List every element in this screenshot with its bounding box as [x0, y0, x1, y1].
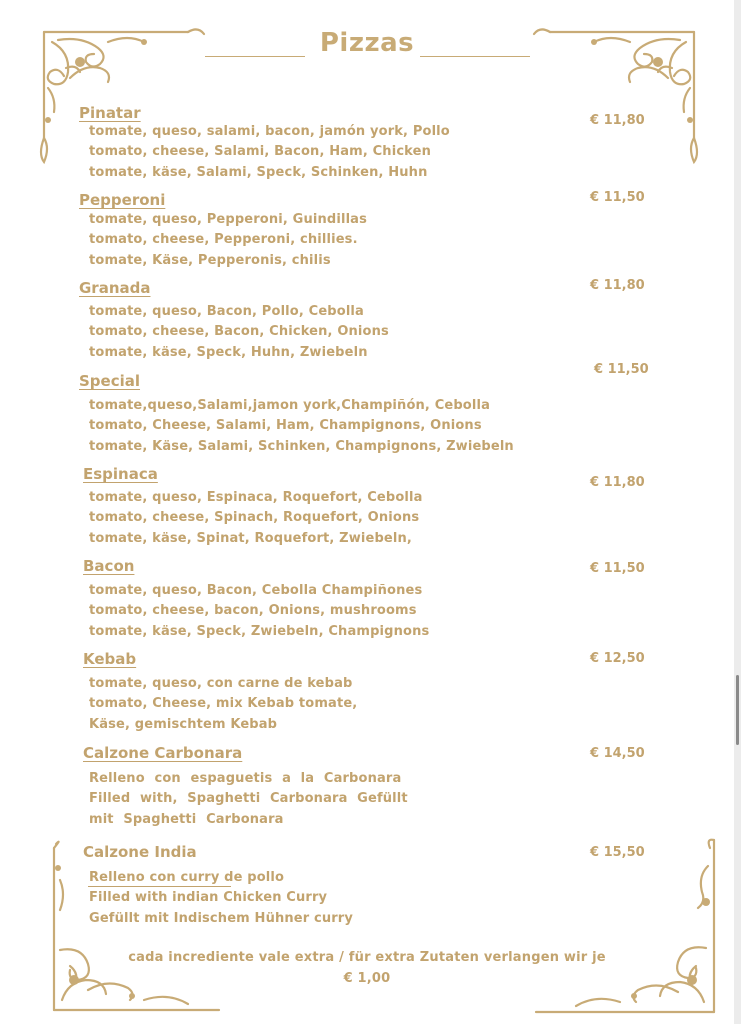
item-price: € 11,80 — [590, 278, 645, 293]
item-description — [89, 122, 450, 183]
desc-line-en: tomato, cheese, Salami, Bacon, Ham, Chicken — [89, 144, 431, 160]
item-name: Calzone Carbonara — [83, 744, 243, 762]
desc-line-en: tomato, cheese, Spinach, Roquefort, Onions — [89, 510, 420, 526]
item-price: € 11,50 — [590, 561, 645, 576]
item-name: Bacon — [83, 557, 135, 575]
item-price: € 14,50 — [590, 746, 645, 761]
desc-line-de: tomate, käse, Spinat, Roquefort, Zwiebeln, — [89, 530, 413, 546]
item-price: € 11,80 — [590, 113, 645, 128]
item-price: € 11,50 — [594, 362, 649, 377]
desc-line-en: tomato, Cheese, mix Kebab tomate, — [89, 696, 358, 712]
desc-line-es: Relleno con curry de pollo — [89, 870, 285, 885]
item-description — [89, 769, 408, 830]
page-title: Pizzas — [319, 28, 415, 58]
title-divider-right — [420, 56, 530, 57]
title-divider-left — [205, 56, 305, 57]
item-price: € 15,50 — [590, 845, 645, 860]
item-description — [89, 674, 357, 735]
scrollbar-thumb[interactable] — [736, 675, 739, 745]
desc-line-es: Relleno con espaguetis a la Carbonara — [89, 771, 402, 786]
desc-line-en: Filled with, Spaghetti Carbonara Gefüllt — [89, 791, 408, 807]
corner-ornament-bottom-right — [530, 836, 725, 1020]
desc-line-de: Gefüllt mit Indischem Hühner curry — [89, 910, 353, 926]
desc-line-es: tomate, queso, Bacon, Cebolla Champiñones — [89, 583, 423, 598]
desc-line-es: tomate, queso, Bacon, Pollo, Cebolla — [89, 304, 364, 319]
item-description — [89, 396, 514, 457]
item-name: Pinatar — [79, 104, 141, 122]
item-name: Pepperoni — [79, 191, 166, 209]
desc-line-en: tomato, cheese, Bacon, Chicken, Onions — [89, 324, 389, 340]
desc-line-en: Filled with indian Chicken Curry — [89, 890, 328, 906]
corner-ornament-bottom-left — [44, 840, 224, 1020]
footer-price: € 1,00 — [343, 971, 391, 986]
item-price: € 12,50 — [590, 651, 645, 666]
vertical-scrollbar[interactable] — [734, 0, 741, 1024]
item-description — [89, 210, 367, 271]
desc-line-es: tomate, queso, Espinaca, Roquefort, Cebolla — [89, 490, 423, 505]
desc-line-es: tomate, queso, salami, bacon, jamón york, Pollo — [89, 124, 450, 139]
desc-line-de: tomate, käse, Salami, Speck, Schinken, Huhn — [89, 164, 428, 180]
item-description — [89, 581, 429, 642]
item-name: Calzone India — [83, 843, 197, 861]
item-description — [89, 488, 423, 549]
desc-line-de: tomate, käse, Speck, Huhn, Zwiebeln — [89, 344, 368, 360]
item-name: Special — [79, 372, 141, 390]
desc-line-de: Käse, gemischtem Kebab — [89, 716, 278, 732]
footer-note: cada incrediente vale extra / für extra Zutaten verlangen wir je — [128, 950, 606, 965]
desc-line-es: tomate,queso,Salami,jamon york,Champiñón, Cebolla — [89, 398, 491, 413]
item-price: € 11,80 — [590, 475, 645, 490]
item-price: € 11,50 — [590, 190, 645, 205]
item-name: Espinaca — [83, 465, 158, 483]
desc-line-en: tomato, cheese, bacon, Onions, mushrooms — [89, 603, 417, 619]
desc-line-en: tomato, Cheese, Salami, Ham, Champignons, Onions — [89, 418, 482, 434]
item-description — [89, 868, 353, 929]
desc-line-en: tomato, cheese, Pepperoni, chillies. — [89, 232, 358, 248]
desc-line-de: tomate, Käse, Pepperonis, chilis — [89, 252, 331, 268]
item-name: Granada — [79, 279, 151, 297]
item-description — [89, 302, 389, 363]
desc-line-de: tomate, Käse, Salami, Schinken, Champignons, Zwiebeln — [89, 438, 514, 454]
desc-line-es: tomate, queso, con carne de kebab — [89, 676, 353, 691]
decorative-line — [88, 886, 231, 887]
desc-line-de: mit Spaghetti Carbonara — [89, 811, 284, 827]
item-name: Kebab — [83, 650, 137, 668]
desc-line-de: tomate, käse, Speck, Zwiebeln, Champignons — [89, 623, 430, 639]
desc-line-es: tomate, queso, Pepperoni, Guindillas — [89, 212, 367, 227]
